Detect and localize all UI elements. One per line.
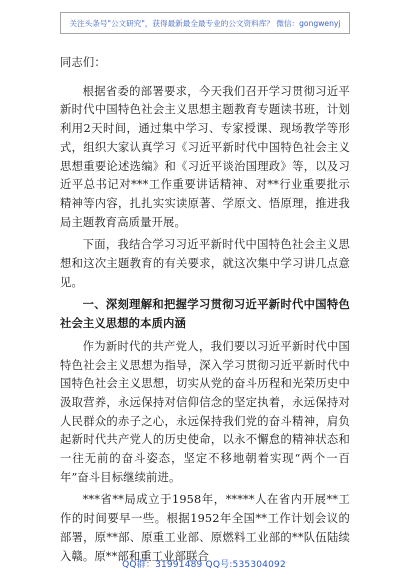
paragraph-3: 作为新时代的共产党人，我们要以习近平新时代中国特色社会主义思想为指导，深入学习贯彻习近平新时代中国特色社会主义思想，切实从党的奋斗历程和光荣历史中汲取营养，永远保持对信仰信念的坚定执着，永远保持对人民群众的赤子之心，永远保持我们党的奋斗精神，肩负起新时代共产党人的历史使命，以永不懈怠的精神状态和一往无前的奋斗姿态，坚定不移地朝着实现“两个一百年”奋斗目标继续前进。 bbox=[60, 339, 350, 484]
footer bbox=[0, 552, 408, 571]
paragraph-2: 下面，我结合学习习近平新时代中国特色社会主义思想和这次主题教育的有关要求，就这次集中学习讲几点意见。 bbox=[60, 238, 350, 289]
paragraph-4: ***省**局成立于1958年，*****人在省内开展**工作的时间要早一些。根据1952年全国**工作计划会议的部署，原**部、原重工业部、原燃料工业部的**队伍陆续入赣。原**部和重工业部联合 bbox=[60, 493, 350, 563]
banner-text: 关注头条号"公文研究"，获得最新最全最专业的公文资料库？ 微信：gongwenyj bbox=[69, 18, 341, 28]
greeting: 同志们： bbox=[60, 56, 106, 69]
footer-contact: QQ群：31991489 QQ号:535304092 bbox=[122, 560, 286, 570]
section-heading: 一、深刻理解和把握学习贯彻习近平新时代中国特色社会主义思想的本质内涵 bbox=[60, 298, 350, 331]
header-banner bbox=[60, 12, 350, 34]
document-body bbox=[60, 54, 350, 570]
paragraph-1: 根据省委的部署要求，今天我们召开学习贯彻习近平新时代中国特色社会主义思想主题教育专题读书班，计划利用2天时间，通过集中学习、专家授课、现场教学等形式，组织大家认真学习《习近平新时代中国特色社会主义思想重要论述选编》和《习近平谈治国理政》等，以及习近平总书记对***工作重要讲话精神、对**行业重要批示精神等内容，扎扎实实读原著、学原文、悟原理，推进我局主题教育高质量开展。 bbox=[60, 84, 350, 229]
